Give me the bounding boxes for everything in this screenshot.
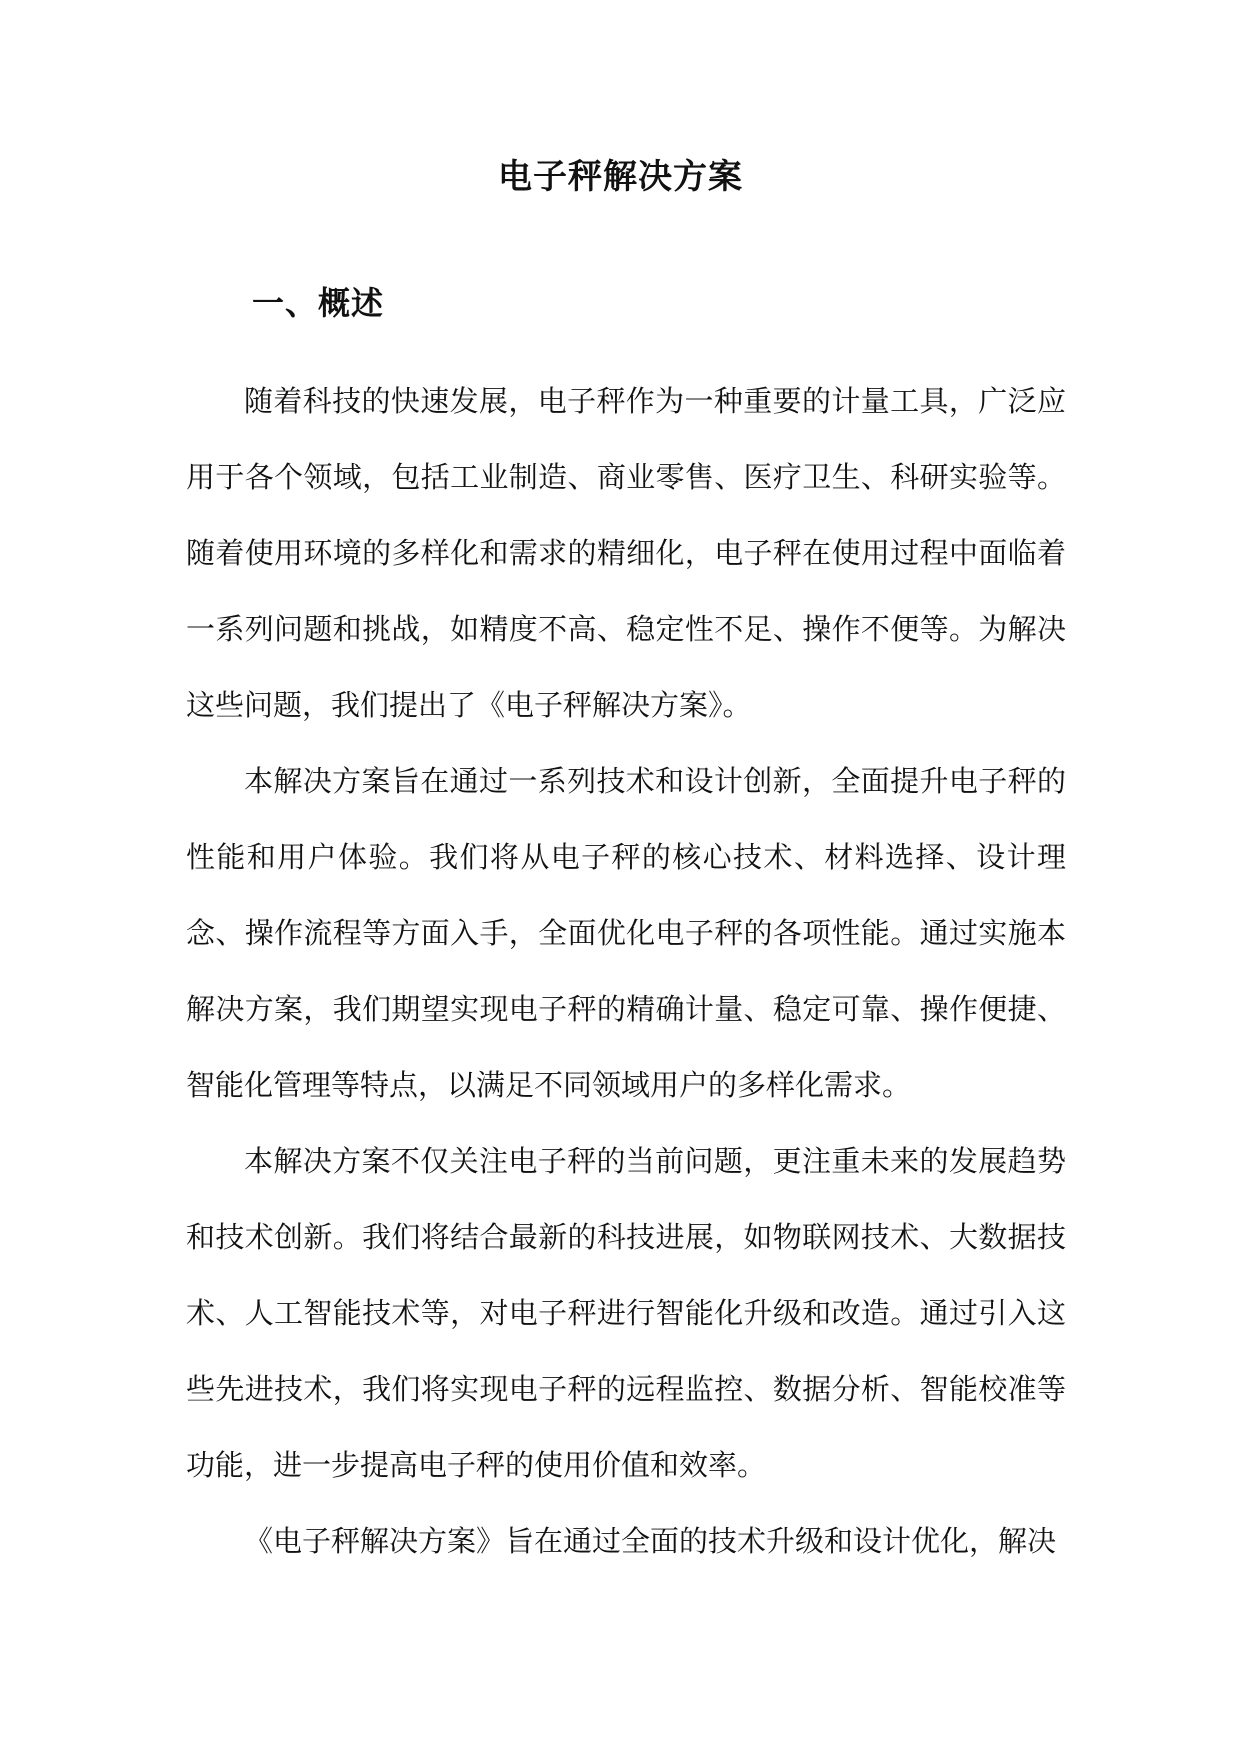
document-title: 电子秤解决方案 [498,157,743,197]
paragraph-3: 本解决方案不仅关注电子秤的当前问题，更注重未来的发展趋势和技术创新。我们将结合最新的科技进展，如物联网技术、大数据技术、人工智能技术等，对电子秤进行智能化升级和改造。通过引入这些先进技术，我们将实现电子秤的远程监控、数据分析、智能校准等功能，进一步提高电子秤的使用价值和效率。 [186,1144,1066,1482]
paragraph-4: 《电子秤解决方案》旨在通过全面的技术升级和设计优化，解决 [244,1524,1057,1558]
paragraph-1: 随着科技的快速发展，电子秤作为一种重要的计量工具，广泛应用于各个领域，包括工业制造、商业零售、医疗卫生、科研实验等。随着使用环境的多样化和需求的精细化，电子秤在使用过程中面临着一系列问题和挑战，如精度不高、稳定性不足、操作不便等。为解决这些问题，我们提出了《电子秤解决方案》。 [186,384,1066,722]
section-heading: 一、概述 [252,284,385,322]
section-body [186,363,1066,1579]
paragraph-2: 本解决方案旨在通过一系列技术和设计创新，全面提升电子秤的性能和用户体验。我们将从电子秤的核心技术、材料选择、设计理念、操作流程等方面入手，全面优化电子秤的各项性能。通过实施本解决方案，我们期望实现电子秤的精确计量、稳定可靠、操作便捷、智能化管理等特点，以满足不同领域用户的多样化需求。 [186,764,1066,1102]
